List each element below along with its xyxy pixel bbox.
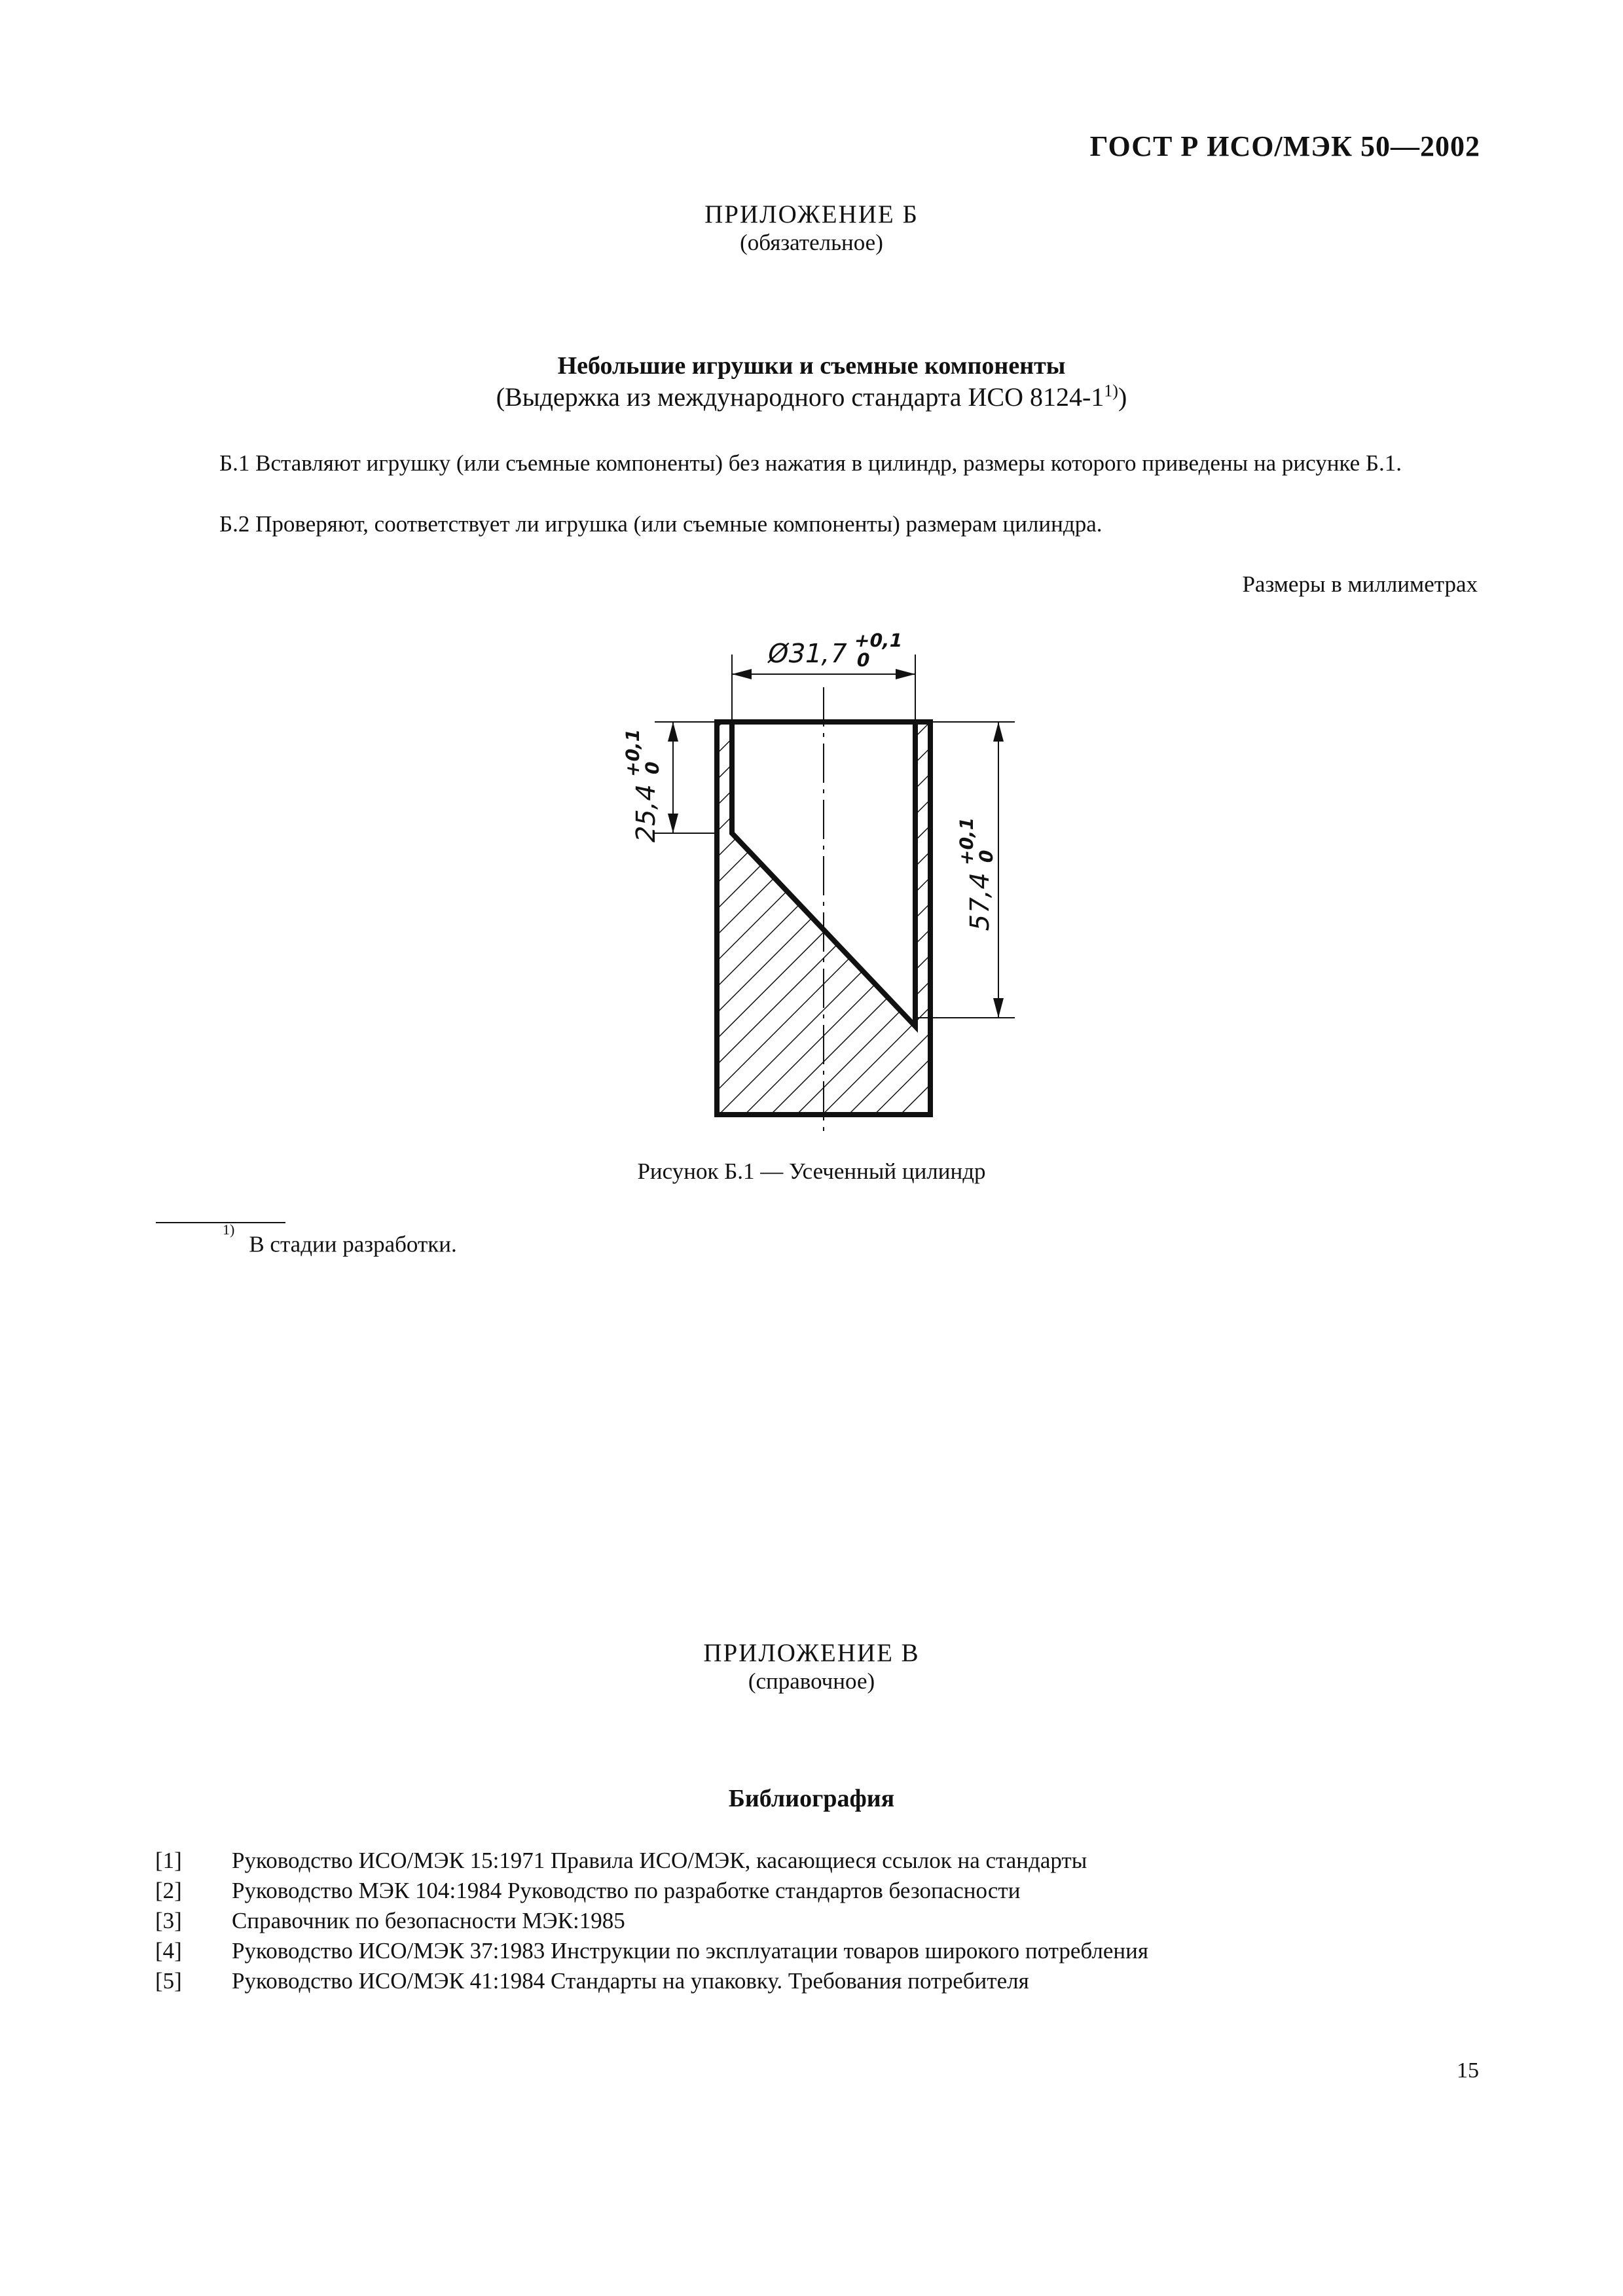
footnote-text: В стадии разработки. xyxy=(249,1231,457,1257)
bibliography-item xyxy=(155,1906,625,1936)
bibliography-item-text: Справочник по безопасности МЭК:1985 xyxy=(232,1908,625,1933)
diameter-tol-lower: 0 xyxy=(854,649,872,671)
short-height-tol-lower: 0 xyxy=(642,759,663,777)
truncated-cylinder-figure xyxy=(570,615,1054,1139)
page-number: 15 xyxy=(1457,2058,1479,2083)
figure-caption: Рисунок Б.1 — Усеченный цилиндр xyxy=(637,1158,986,1184)
document-code: ГОСТ Р ИСО/МЭК 50—2002 xyxy=(1089,130,1480,162)
footnote-divider xyxy=(156,1222,285,1223)
bibliography-item xyxy=(155,1966,1029,1996)
subheading-footnote-mark: 1) xyxy=(1104,381,1118,401)
subheading-text: (Выдержка из международного стандарта ИСО 8124-1 xyxy=(496,382,1104,412)
full-height-tol-upper: +0,1 xyxy=(956,815,977,868)
appendix-c-status: (справочное) xyxy=(748,1668,875,1694)
short-height-dimension xyxy=(622,722,717,846)
bibliography-item-number: [4] xyxy=(155,1938,182,1964)
bibliography-item xyxy=(155,1876,1020,1906)
paragraph-b1: Б.1 Вставляют игрушку (или съемные компоненты) без нажатия в цилиндр, размеры которого приведены на рисунке Б.1. xyxy=(219,450,1402,476)
bibliography-item-text: Руководство ИСО/МЭК 37:1983 Инструкции по эксплуатации товаров широкого потребления xyxy=(232,1938,1148,1964)
bibliography-item-number: [5] xyxy=(155,1968,182,1994)
footnote xyxy=(223,1221,457,1258)
bibliography-item xyxy=(155,1936,1148,1966)
short-height-tol-upper: +0,1 xyxy=(622,726,644,780)
paragraph-b2: Б.2 Проверяют, соответствует ли игрушка (или съемные компоненты) размерам цилиндра. xyxy=(219,511,1103,537)
appendix-b-subheading xyxy=(0,382,1623,412)
short-height-label: 25,4 xyxy=(630,780,661,846)
bibliography-item xyxy=(155,1846,1087,1876)
appendix-b-status: (обязательное) xyxy=(740,230,883,255)
units-note: Размеры в миллиметрах xyxy=(1242,571,1478,597)
appendix-b-title: ПРИЛОЖЕНИЕ Б xyxy=(704,200,919,228)
bibliography-item-number: [3] xyxy=(155,1908,182,1933)
appendix-b-heading: Небольшие игрушки и съемные компоненты xyxy=(557,352,1066,380)
bibliography-heading: Библиография xyxy=(728,1785,895,1812)
bibliography-item-text: Руководство ИСО/МЭК 41:1984 Стандарты на упаковку. Требования потребителя xyxy=(232,1968,1029,1994)
bibliography-item-number: [2] xyxy=(155,1878,182,1903)
diameter-tol-upper: +0,1 xyxy=(852,630,905,651)
bibliography-item-text: Руководство ИСО/МЭК 15:1971 Правила ИСО/МЭК, касающиеся ссылок на стандарты xyxy=(232,1848,1087,1873)
cylinder-body xyxy=(717,687,930,1132)
subheading-close: ) xyxy=(1118,382,1127,412)
full-height-tol-lower: 0 xyxy=(976,848,997,865)
footnote-mark: 1) xyxy=(223,1221,235,1238)
bibliography-item-text: Руководство МЭК 104:1984 Руководство по разработке стандартов безопасности xyxy=(232,1878,1021,1903)
bibliography-item-number: [1] xyxy=(155,1848,182,1873)
diameter-label: Ø31,7 xyxy=(764,637,850,669)
full-height-label: 57,4 xyxy=(964,869,995,935)
appendix-c-title: ПРИЛОЖЕНИЕ В xyxy=(703,1639,920,1667)
